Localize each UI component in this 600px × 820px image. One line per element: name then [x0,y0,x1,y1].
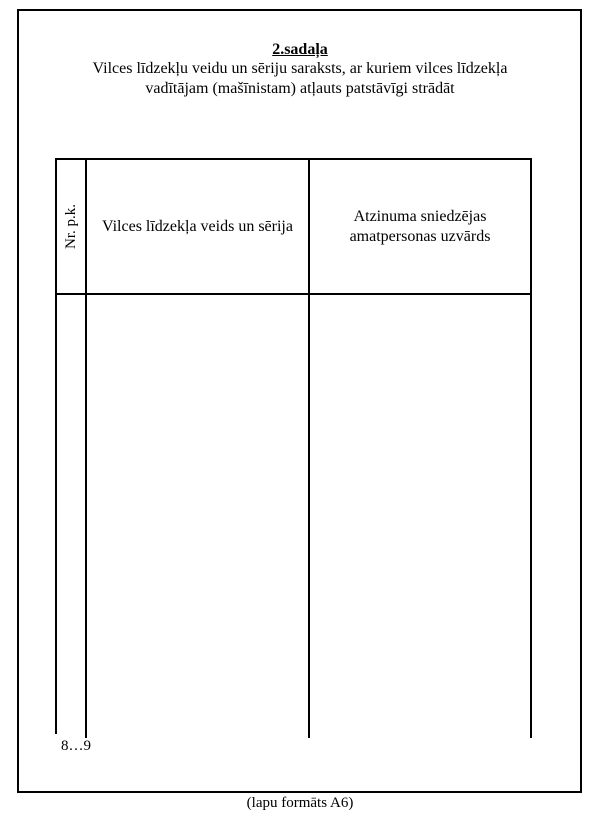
table-header-divider [56,293,531,295]
section-title: 2.sadaļa [272,41,328,58]
column-header-number [57,160,85,293]
page-frame [17,9,582,793]
column-header-number-label: Nr. p.k. [62,204,79,249]
section-subtitle-line-2: vadītājam (mašīnistam) atļauts patstāvīgi strādāt [145,80,455,97]
section-subtitle-line-1: Vilces līdzekļu veidu un sēriju saraksts, ar kuriem vilces līdzekļa [92,60,508,77]
column-header-vehicle [87,160,308,293]
column-header-official-line-2: amatpersonas uzvārds [349,227,491,245]
page-numbers: 8…9 [61,738,91,754]
section-heading [0,40,600,99]
column-header-official [310,160,530,293]
column-header-official-line-1: Atzinuma sniedzējas [353,207,487,225]
format-note: (lapu formāts A6) [246,795,354,811]
column-header-vehicle-label: Vilces līdzekļa veids un sērija [102,217,293,235]
table-column-border-right [530,158,532,738]
